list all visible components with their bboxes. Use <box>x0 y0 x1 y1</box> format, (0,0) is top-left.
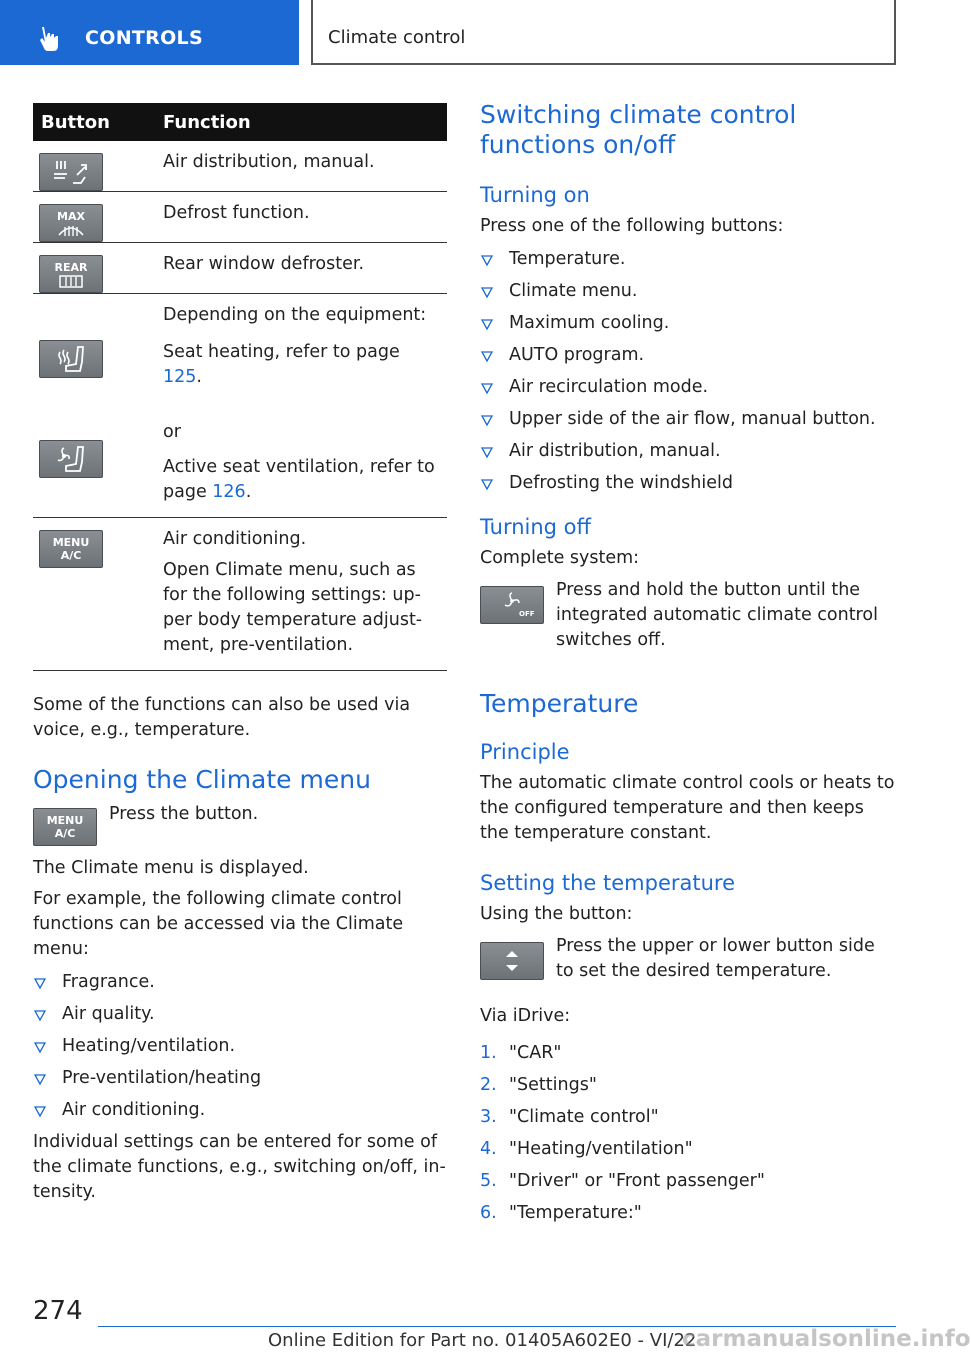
menu-ac-button <box>39 530 103 568</box>
up-down-text: Press the upper or lower button side to set the desired temperature. <box>556 936 875 981</box>
list-item: 3. "Climate control" <box>480 1107 659 1127</box>
section-title: CONTROLS <box>85 27 203 49</box>
button-function-table <box>33 103 447 671</box>
or-text: or <box>163 422 181 442</box>
seat-heating-icon <box>54 344 88 374</box>
example-intro: For example, the following climate control functions can be accessed via the Climate menu: <box>33 889 404 959</box>
list-item: Air conditioning. <box>33 1098 447 1123</box>
function-text: Depending on the equipment: <box>163 305 427 325</box>
idrive-steps-list <box>480 1041 895 1226</box>
list-item: Heating/ventilation. <box>33 1034 447 1059</box>
hold-button-text: Press and hold the button until the integrated automatic climate control switches off. <box>556 580 878 650</box>
using-button-text: Using the button: <box>480 904 633 924</box>
triangle-bullet-icon <box>34 1074 46 1085</box>
column-header-function: Function <box>163 103 447 141</box>
list-item: Climate menu. <box>480 279 895 304</box>
individual-settings-text: Individual settings can be entered for some of the climate functions, e.g., switching on/off, in-tensity. <box>33 1132 446 1202</box>
menu-displayed-text: The Climate menu is displayed. <box>33 858 309 878</box>
ac-label: A/C <box>60 549 82 562</box>
rear-label: REAR <box>54 260 88 274</box>
list-item: 2. "Settings" <box>480 1075 597 1095</box>
turn-on-list <box>480 247 895 496</box>
edition-text: Online Edition for Part no. 01405A602E0 - VI/22 <box>268 1330 697 1351</box>
svg-text:OFF: OFF <box>519 610 535 618</box>
via-idrive-text: Via iDrive: <box>480 1006 571 1026</box>
list-item: Upper side of the air flow, manual button. <box>480 407 895 432</box>
subsection-header <box>311 0 896 65</box>
list-item: 1. "CAR" <box>480 1043 562 1063</box>
air-distribution-button <box>39 153 103 191</box>
table-row <box>33 192 447 243</box>
triangle-bullet-icon <box>34 1106 46 1117</box>
list-item: 5. "Driver" or "Front passenger" <box>480 1171 765 1191</box>
list-item: Air quality. <box>33 1002 447 1027</box>
principle-text: The automatic climate control cools or heats to the configured temperature and then keeps the temperature constant. <box>480 773 895 843</box>
temperature-rocker-button <box>480 942 544 980</box>
right-column <box>480 100 895 1233</box>
list-item: Temperature. <box>480 247 895 272</box>
function-text: Air conditioning. <box>163 529 307 549</box>
menu-label: MENU <box>46 814 84 827</box>
setting-temperature-heading: Setting the temperature <box>480 871 736 895</box>
left-column <box>33 103 447 1205</box>
period: . <box>196 367 202 387</box>
hand-pointer-icon <box>36 24 66 54</box>
page-number: 274 <box>33 1296 83 1326</box>
table-row <box>33 141 447 192</box>
list-item: Pre-ventilation/heating <box>33 1066 447 1091</box>
triangle-bullet-icon <box>34 1010 46 1021</box>
list-item: Fragrance. <box>33 970 447 995</box>
defrost-max-label: MAX <box>57 209 85 223</box>
triangle-bullet-icon <box>481 383 493 394</box>
triangle-bullet-icon <box>481 479 493 490</box>
triangle-bullet-icon <box>34 978 46 989</box>
seat-heating-button <box>39 340 103 378</box>
turning-off-heading: Turning off <box>480 515 591 539</box>
open-climate-menu-heading: Opening the Climate menu <box>33 765 371 794</box>
function-text: Open Climate menu, such as for the following settings: up-per body temperature adjust-ment, pre-ventilation. <box>163 560 423 655</box>
turn-on-intro: Press one of the following buttons: <box>480 216 784 236</box>
list-item: Air recirculation mode. <box>480 375 895 400</box>
column-header-button: Button <box>33 103 163 141</box>
menu-label: MENU <box>52 536 90 549</box>
triangle-bullet-icon <box>481 287 493 298</box>
seat-heating-text: Seat heating, refer to page <box>163 342 400 362</box>
menu-functions-list <box>33 970 447 1123</box>
seat-ventilation-text: Active seat ventilation, refer to page <box>163 457 435 502</box>
page-link-126[interactable]: 126 <box>212 482 246 502</box>
switch-functions-heading: Switching climate control functions on/off <box>480 100 797 159</box>
list-item: Defrosting the windshield <box>480 471 895 496</box>
principle-heading: Principle <box>480 740 570 764</box>
list-item: Air distribution, manual. <box>480 439 895 464</box>
fan-off-icon <box>492 592 535 618</box>
watermark: carmanualsonline.info <box>682 1326 971 1352</box>
fan-off-button <box>480 586 544 624</box>
temperature-heading: Temperature <box>480 689 639 718</box>
seat-ventilation-button <box>39 440 103 478</box>
air-distribution-icon <box>51 159 91 185</box>
list-item: 4. "Heating/ventilation" <box>480 1139 693 1159</box>
up-down-arrows-icon <box>502 948 522 974</box>
complete-system-text: Complete system: <box>480 548 640 568</box>
menu-ac-button <box>33 808 97 846</box>
period: . <box>245 482 252 502</box>
list-item: 6. "Temperature:" <box>480 1203 642 1223</box>
triangle-bullet-icon <box>481 351 493 362</box>
press-button-text: Press the button. <box>109 804 259 824</box>
triangle-bullet-icon <box>481 447 493 458</box>
ac-label: A/C <box>54 827 76 840</box>
subsection-title: Climate control <box>328 27 466 48</box>
list-item: Maximum cooling. <box>480 311 895 336</box>
defrost-icon <box>56 223 86 237</box>
rear-defrost-button <box>39 255 103 293</box>
triangle-bullet-icon <box>481 415 493 426</box>
turning-on-heading: Turning on <box>480 183 590 207</box>
triangle-bullet-icon <box>481 319 493 330</box>
function-text: Rear window defroster. <box>163 254 365 274</box>
voice-note: Some of the functions can also be used via voice, e.g., temperature. <box>33 695 411 740</box>
list-item: AUTO program. <box>480 343 895 368</box>
function-text: Air distribution, manual. <box>163 152 375 172</box>
triangle-bullet-icon <box>34 1042 46 1053</box>
page-link-125[interactable]: 125 <box>163 367 197 387</box>
seat-ventilation-icon <box>54 444 88 474</box>
table-row <box>33 243 447 294</box>
table-row <box>33 518 447 671</box>
section-header <box>0 0 299 65</box>
table-row <box>33 294 447 518</box>
triangle-bullet-icon <box>481 255 493 266</box>
rear-window-defrost-icon <box>56 274 86 288</box>
defrost-max-button <box>39 204 103 242</box>
function-text: Defrost function. <box>163 203 310 223</box>
